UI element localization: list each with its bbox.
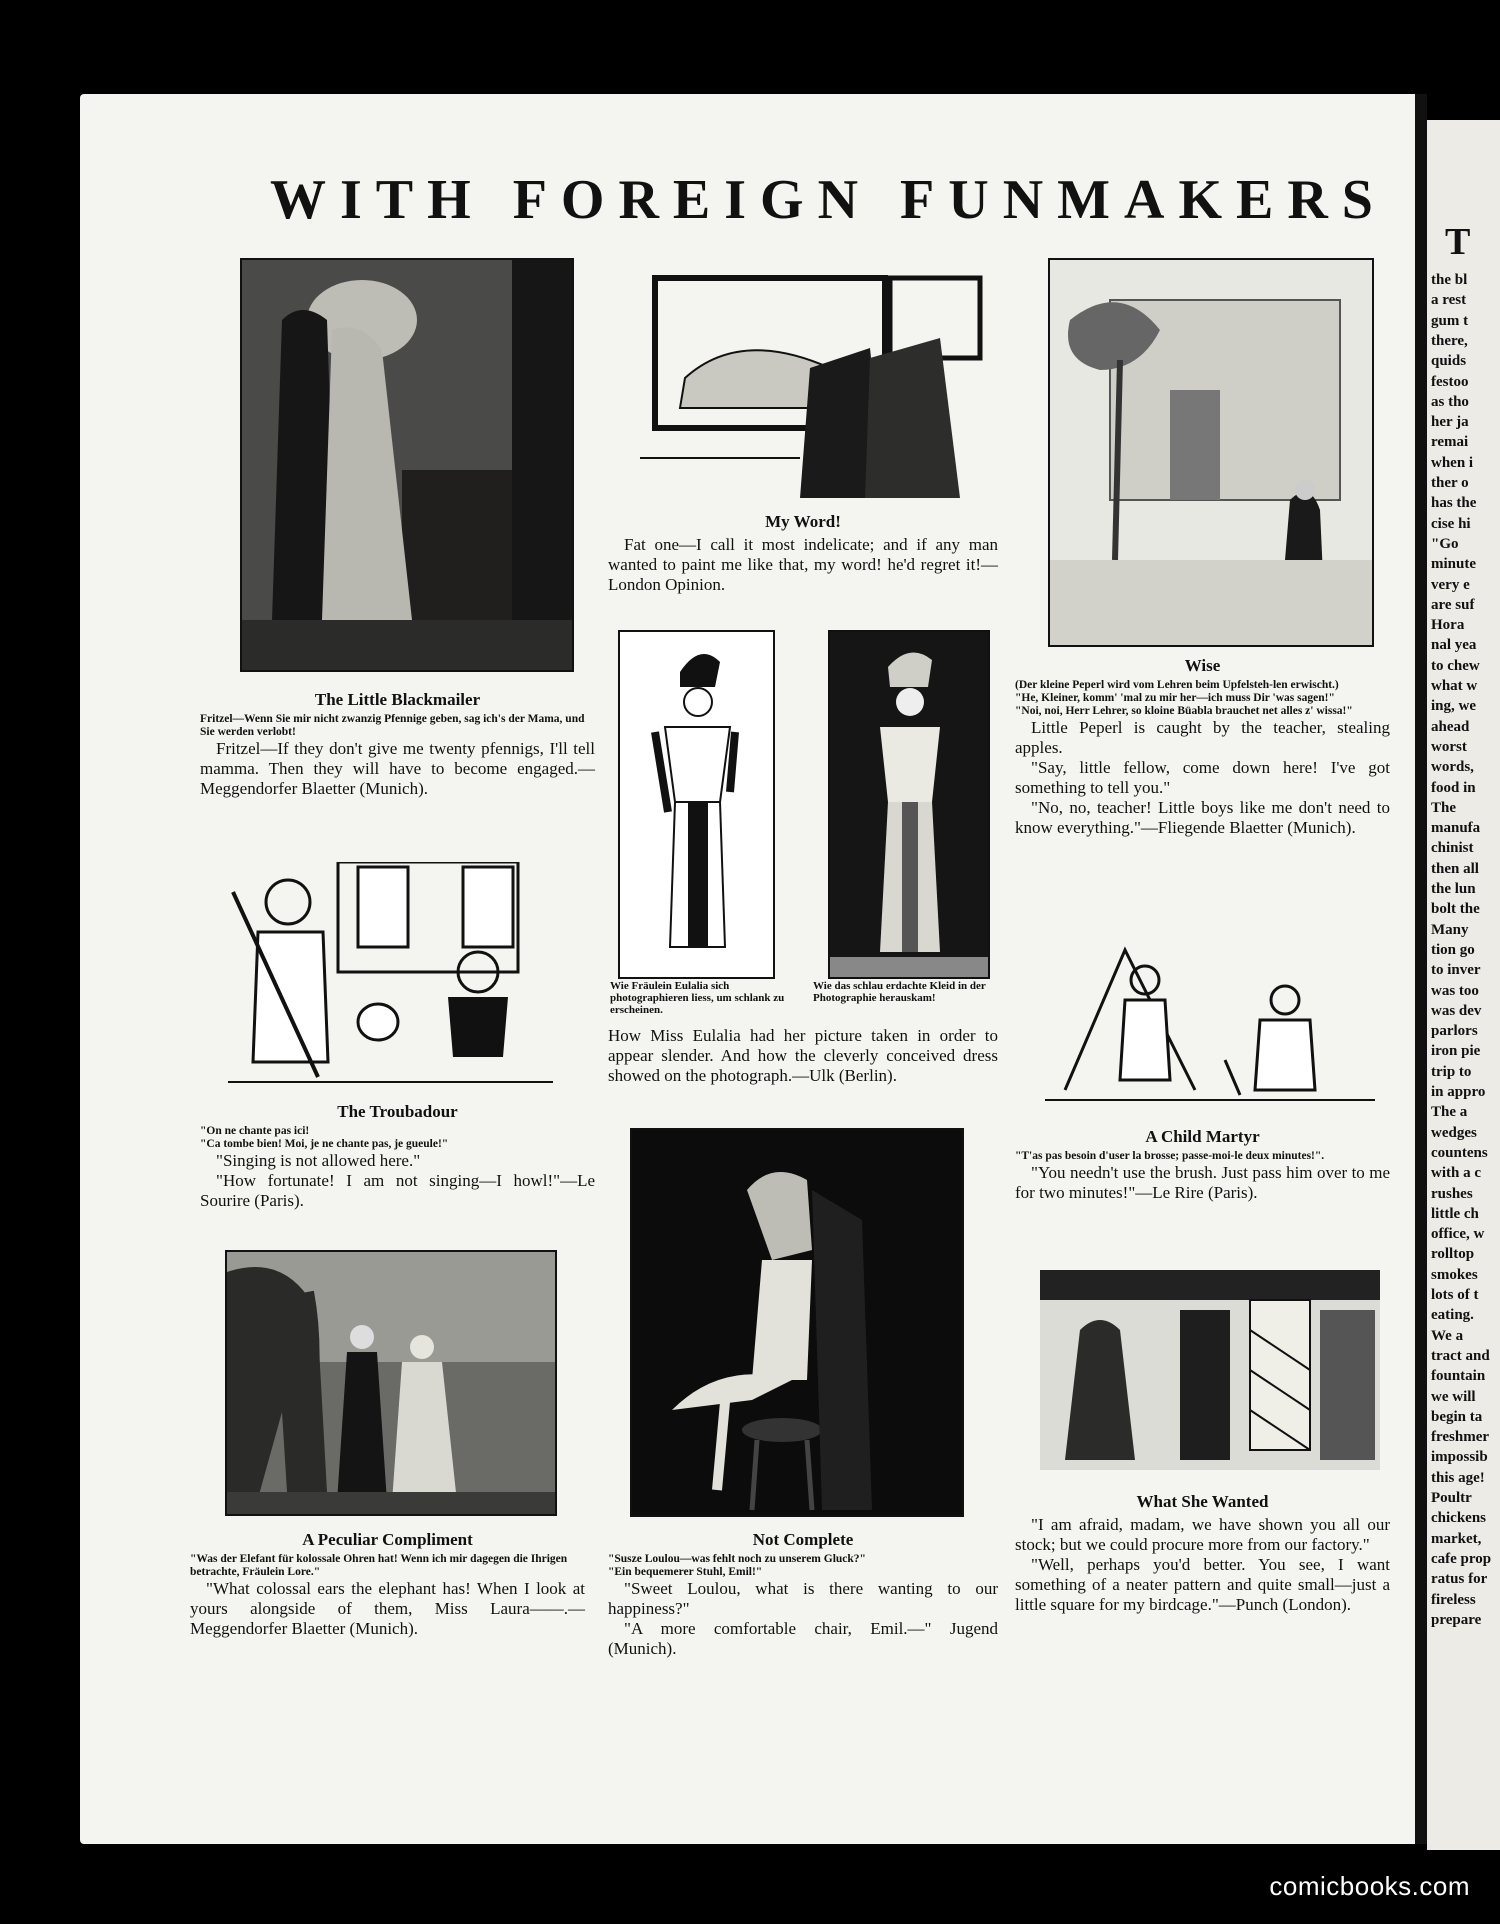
next-page-text-line: with a c (1431, 1165, 1481, 1182)
next-page-edge (1427, 120, 1500, 1850)
next-page-text-line: bolt the (1431, 901, 1480, 918)
next-page-text-line: Hora (1431, 617, 1465, 634)
caption-original-line: "Ein bequemerer Stuhl, Emil!" (608, 1566, 763, 1578)
next-page-text-line: tion go (1431, 941, 1475, 958)
next-page-text-line: a rest (1431, 292, 1467, 309)
next-page-text-line: her ja (1431, 414, 1469, 431)
next-page-text-line: the lun (1431, 881, 1476, 897)
illustration-eulalia-right (828, 630, 990, 979)
next-page-text-line: very e (1431, 576, 1470, 593)
illustration-not-complete (630, 1128, 964, 1517)
caption-title: What She Wanted (1136, 1492, 1269, 1511)
next-page-text-line: The a (1431, 1104, 1468, 1121)
page-gutter (1415, 94, 1427, 1844)
next-page-text-line: freshmer (1431, 1429, 1490, 1446)
caption-translation: "I am afraid, madam, we have shown you all our stock; but we could procure more from our factory." (1015, 1515, 1390, 1554)
caption-translation: Little Peperl is caught by the teacher, stealing apples. (1015, 718, 1390, 757)
next-page-text-line: ratus for (1431, 1571, 1488, 1588)
caption-original-line: "Noi, noi, Herr Lehrer, so kloine Büabla brauchet net alles z' wissa!" (1015, 705, 1353, 717)
caption-translation: "What colossal ears the elephant has! When I look at yours alongside of them, Miss Laura——.—Meggendorfer Blaetter (Munich). (190, 1579, 585, 1638)
next-page-text-line: smokes (1431, 1266, 1478, 1283)
next-page-text-line: begin ta (1431, 1408, 1483, 1425)
caption-title: A Peculiar Compliment (302, 1530, 473, 1549)
next-page-text-line: eating. (1431, 1307, 1474, 1324)
next-page-text-line: has the (1431, 495, 1477, 512)
caption-translation: Fat one—I call it most indelicate; and if any man wanted to paint me like that, my word! he'd regret it!—London Opinion. (608, 535, 998, 594)
next-page-text-line: market, (1431, 1530, 1482, 1547)
next-page-text-line: fountain (1431, 1368, 1486, 1385)
next-page-text-line: in appro (1431, 1084, 1486, 1100)
caption-original: "T'as pas besoin d'user la brosse; passe-moi-le deux minutes!". (1015, 1150, 1325, 1162)
illustration-child-martyr (1045, 910, 1375, 1110)
next-page-text-line: ing, we (1431, 698, 1476, 715)
next-page-text-line: worst (1431, 738, 1467, 755)
next-page-text-line: minute (1431, 556, 1476, 573)
next-page-text-line: to inver (1431, 962, 1481, 979)
caption-original: Fritzel—Wenn Sie mir nicht zwanzig Pfennige geben, sag ich's der Mama, und Sie werden verlobt! (200, 713, 585, 738)
caption-original-line: "He, Kleiner, komm' 'mal zu mir her—ich muss Dir 'was sagen!" (1015, 692, 1335, 704)
next-page-text-line: when i (1431, 454, 1474, 471)
next-page-text-line: trip to (1431, 1063, 1472, 1080)
caption-title: Not Complete (752, 1530, 854, 1549)
next-page-text-line: office, w (1431, 1226, 1485, 1243)
next-page-text-line: chickens (1431, 1510, 1487, 1527)
next-page-text-line: prepare (1431, 1611, 1482, 1628)
next-page-text-line: ahead (1431, 718, 1470, 735)
caption-original-line: "Susze Loulou—was fehlt noch zu unserem Gluck?" (608, 1553, 866, 1565)
caption-original-line: "On ne chante pas ici! (200, 1125, 310, 1137)
drop-cap: T (1445, 221, 1471, 263)
next-page-text-line: was dev (1431, 1002, 1482, 1019)
caption-original-line: "Ca tombe bien! Moi, je ne chante pas, je gueule!" (200, 1138, 449, 1150)
caption-title: The Little Blackmailer (314, 690, 481, 709)
next-page-text-line: as tho (1431, 393, 1469, 410)
next-page-text-line: tract and (1431, 1347, 1490, 1364)
site-watermark: comicbooks.com (1269, 1871, 1470, 1901)
next-page-text-line: what w (1431, 678, 1478, 694)
next-page-text-line: The (1431, 799, 1457, 816)
illustration-eulalia-left (618, 630, 775, 979)
next-page-text-line: was too (1431, 982, 1479, 999)
next-page-text-line: remai (1431, 434, 1469, 451)
caption-title: Wise (1184, 656, 1221, 675)
next-page-text-line: Poultr (1431, 1490, 1472, 1506)
caption-translation: "No, no, teacher! Little boys like me don't need to know everything."—Fliegende Blaetter (Munich). (1015, 798, 1390, 837)
next-page-text-line: little ch (1431, 1205, 1479, 1222)
next-page-text-line: parlors (1431, 1023, 1478, 1040)
next-page-text-line: manufa (1431, 820, 1481, 837)
next-page-text-line: "Go (1431, 535, 1459, 552)
illustration-what-she-wanted (1040, 1270, 1380, 1470)
next-page-text-line: cise hi (1431, 515, 1471, 532)
caption-translation: "Singing is not allowed here." (216, 1151, 421, 1170)
next-page-text-line: impossib (1431, 1449, 1488, 1466)
next-page-text-line: fireless (1431, 1591, 1476, 1608)
caption-title: The Troubadour (337, 1102, 458, 1121)
next-page-text-line: this age! (1431, 1469, 1485, 1486)
caption-title: My Word! (765, 512, 841, 531)
next-page-text-line: Many (1431, 921, 1469, 938)
next-page-text-line: wedges (1431, 1124, 1477, 1141)
caption-translation: Fritzel—If they don't give me twenty pfennigs, I'll tell mamma. Then they will have to become engaged.—Meggendorfer Blaetter (Munich). (200, 739, 595, 798)
next-page-text-line: quids (1431, 353, 1467, 370)
caption-translation: "Say, little fellow, come down here! I've got something to tell you." (1015, 758, 1390, 797)
next-page-text-line: countens (1431, 1144, 1488, 1161)
next-page-text-line: we will (1431, 1388, 1476, 1405)
caption-translation: "You needn't use the brush. Just pass him over to me for two minutes!"—Le Rire (Paris). (1015, 1163, 1390, 1202)
illustration-peculiar-compliment (225, 1250, 557, 1516)
caption-original: "Was der Elefant für kolossale Ohren hat! Wenn ich mir dagegen die Ihrigen betrachte, Fräulein Lore." (190, 1553, 568, 1578)
caption-translation: "How fortunate! I am not singing—I howl!"—Le Sourire (Paris). (200, 1171, 595, 1210)
illustration-wise (1048, 258, 1374, 647)
next-page-text-line: rushes (1431, 1185, 1473, 1202)
next-page-text-line: to chew (1431, 657, 1480, 674)
next-page-text-line: ther o (1431, 475, 1469, 491)
caption-translation: "Well, perhaps you'd better. You see, I want something of a neater pattern and quite small—just a little square for my birdcage."—Punch (London). (1015, 1555, 1390, 1614)
next-page-text-line: gum t (1431, 312, 1469, 329)
next-page-text-line: iron pie (1431, 1043, 1481, 1060)
illustration-troubadour (228, 862, 553, 1087)
illustration-my-word (640, 258, 995, 503)
caption-original-line: (Der kleine Peperl wird vom Lehren beim Upfelsteh-len erwischt.) (1015, 679, 1339, 691)
next-page-text-line: We a (1431, 1327, 1464, 1344)
next-page-text-line: the bl (1431, 272, 1468, 288)
next-page-text-line: food in (1431, 779, 1476, 796)
caption-title: A Child Martyr (1145, 1127, 1260, 1146)
illustration-little-blackmailer (240, 258, 574, 672)
page-title: WITH FOREIGN FUNMAKERS (270, 169, 1387, 231)
caption-original-right: Wie das schlau erdachte Kleid in der Photographie herauskam! (813, 980, 986, 1004)
next-page-text-line: nal yea (1431, 637, 1477, 654)
caption-original-left: Wie Fräulein Eulalia sich photographieren liess, um schlank zu erscheinen. (610, 980, 785, 1016)
next-page-text-line: cafe prop (1431, 1550, 1492, 1567)
caption-translation: "Sweet Loulou, what is there wanting to our happiness?" (608, 1579, 998, 1618)
next-page-text-line: lots of t (1431, 1287, 1479, 1303)
next-page-text-line: festoo (1431, 373, 1469, 390)
caption-translation: How Miss Eulalia had her picture taken in order to appear slender. And how the cleverly conceived dress showed on the photograph.—Ulk (Berlin). (608, 1026, 998, 1085)
next-page-text-line: then all (1431, 860, 1479, 877)
caption-translation: "A more comfortable chair, Emil.—" Jugend (Munich). (608, 1619, 998, 1658)
next-page-text-line: words, (1431, 759, 1474, 776)
next-page-text-line: there, (1431, 332, 1468, 349)
next-page-text-line: rolltop (1431, 1246, 1475, 1263)
next-page-text-line: chinist (1431, 840, 1474, 857)
next-page-text-line: are suf (1431, 596, 1475, 613)
